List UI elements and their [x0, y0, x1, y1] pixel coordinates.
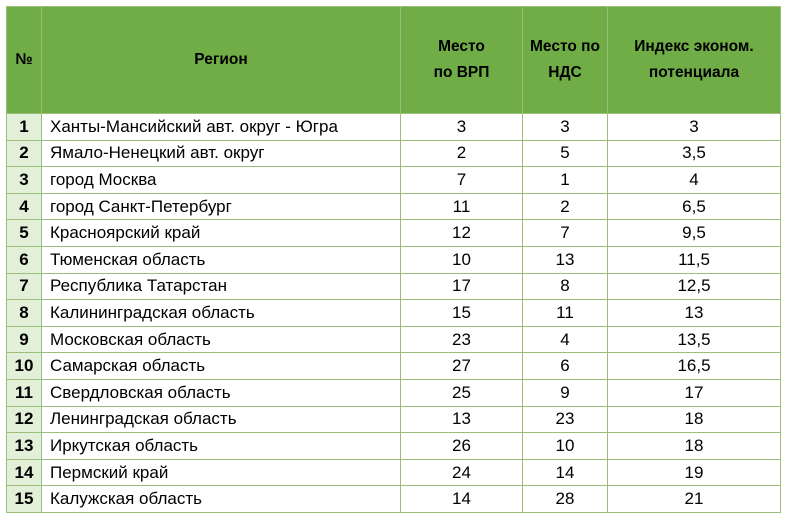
table-row [7, 486, 781, 513]
table-row [7, 326, 781, 353]
index-cell: 19 [608, 459, 781, 486]
region-name: Калининградская область [42, 300, 401, 327]
table-row [7, 406, 781, 433]
row-number: 11 [7, 379, 42, 406]
header-index [608, 7, 781, 114]
header-grp-rank-line2: по ВРП [433, 64, 490, 81]
grp-rank-cell: 7 [401, 167, 523, 194]
row-number: 10 [7, 353, 42, 380]
grp-rank-cell: 15 [401, 300, 523, 327]
region-name: город Санкт-Петербург [42, 193, 401, 220]
index-cell: 18 [608, 406, 781, 433]
row-number: 13 [7, 433, 42, 460]
grp-rank-cell: 26 [401, 433, 523, 460]
vat-rank-cell: 3 [523, 114, 608, 141]
vat-rank-cell: 13 [523, 246, 608, 273]
region-name: Ямало-Ненецкий авт. округ [42, 140, 401, 167]
row-number: 9 [7, 326, 42, 353]
index-cell: 18 [608, 433, 781, 460]
row-number: 7 [7, 273, 42, 300]
grp-rank-cell: 17 [401, 273, 523, 300]
region-name: Ханты-Мансийский авт. округ - Югра [42, 114, 401, 141]
vat-rank-cell: 7 [523, 220, 608, 247]
vat-rank-cell: 8 [523, 273, 608, 300]
grp-rank-cell: 23 [401, 326, 523, 353]
table-row [7, 379, 781, 406]
grp-rank-cell: 14 [401, 486, 523, 513]
vat-rank-cell: 2 [523, 193, 608, 220]
header-vat-rank-line1: Место по [530, 38, 600, 55]
vat-rank-cell: 9 [523, 379, 608, 406]
grp-rank-cell: 12 [401, 220, 523, 247]
row-number: 14 [7, 459, 42, 486]
vat-rank-cell: 6 [523, 353, 608, 380]
regions-table [6, 6, 781, 513]
region-name: Самарская область [42, 353, 401, 380]
table-row [7, 459, 781, 486]
index-cell: 13 [608, 300, 781, 327]
vat-rank-cell: 1 [523, 167, 608, 194]
grp-rank-cell: 24 [401, 459, 523, 486]
region-name: Московская область [42, 326, 401, 353]
vat-rank-cell: 5 [523, 140, 608, 167]
grp-rank-cell: 11 [401, 193, 523, 220]
table-row [7, 300, 781, 327]
row-number: 4 [7, 193, 42, 220]
index-cell: 12,5 [608, 273, 781, 300]
region-name: Республика Татарстан [42, 273, 401, 300]
index-cell: 17 [608, 379, 781, 406]
header-grp-rank-line1: Место [438, 38, 485, 55]
index-cell: 21 [608, 486, 781, 513]
index-cell: 13,5 [608, 326, 781, 353]
region-name: Тюменская область [42, 246, 401, 273]
row-number: 15 [7, 486, 42, 513]
header-vat-rank-line2: НДС [548, 64, 582, 81]
vat-rank-cell: 11 [523, 300, 608, 327]
table-row [7, 433, 781, 460]
region-name: Ленинградская область [42, 406, 401, 433]
region-name: Калужская область [42, 486, 401, 513]
table-row [7, 220, 781, 247]
table-row [7, 140, 781, 167]
index-cell: 11,5 [608, 246, 781, 273]
table-row [7, 114, 781, 141]
region-name: город Москва [42, 167, 401, 194]
index-cell: 6,5 [608, 193, 781, 220]
table-row [7, 193, 781, 220]
table-row [7, 167, 781, 194]
table-header [7, 7, 781, 114]
row-number: 5 [7, 220, 42, 247]
header-vat-rank [523, 7, 608, 114]
vat-rank-cell: 28 [523, 486, 608, 513]
grp-rank-cell: 25 [401, 379, 523, 406]
header-region: Регион [42, 7, 401, 114]
table-row [7, 353, 781, 380]
index-cell: 16,5 [608, 353, 781, 380]
index-cell: 9,5 [608, 220, 781, 247]
region-name: Красноярский край [42, 220, 401, 247]
region-name: Пермский край [42, 459, 401, 486]
index-cell: 3,5 [608, 140, 781, 167]
header-num: № [7, 7, 42, 114]
row-number: 8 [7, 300, 42, 327]
table-row [7, 246, 781, 273]
header-index-line2: потенциала [648, 64, 740, 81]
header-grp-rank [401, 7, 523, 114]
row-number: 6 [7, 246, 42, 273]
vat-rank-cell: 23 [523, 406, 608, 433]
grp-rank-cell: 3 [401, 114, 523, 141]
vat-rank-cell: 4 [523, 326, 608, 353]
row-number: 12 [7, 406, 42, 433]
row-number: 3 [7, 167, 42, 194]
region-name: Иркутская область [42, 433, 401, 460]
vat-rank-cell: 14 [523, 459, 608, 486]
header-index-line1: Индекс эконом. [634, 38, 754, 55]
grp-rank-cell: 10 [401, 246, 523, 273]
table-body [7, 114, 781, 513]
index-cell: 4 [608, 167, 781, 194]
region-name: Свердловская область [42, 379, 401, 406]
vat-rank-cell: 10 [523, 433, 608, 460]
index-cell: 3 [608, 114, 781, 141]
grp-rank-cell: 27 [401, 353, 523, 380]
table-row [7, 273, 781, 300]
grp-rank-cell: 2 [401, 140, 523, 167]
grp-rank-cell: 13 [401, 406, 523, 433]
row-number: 2 [7, 140, 42, 167]
header-row [7, 7, 781, 114]
row-number: 1 [7, 114, 42, 141]
